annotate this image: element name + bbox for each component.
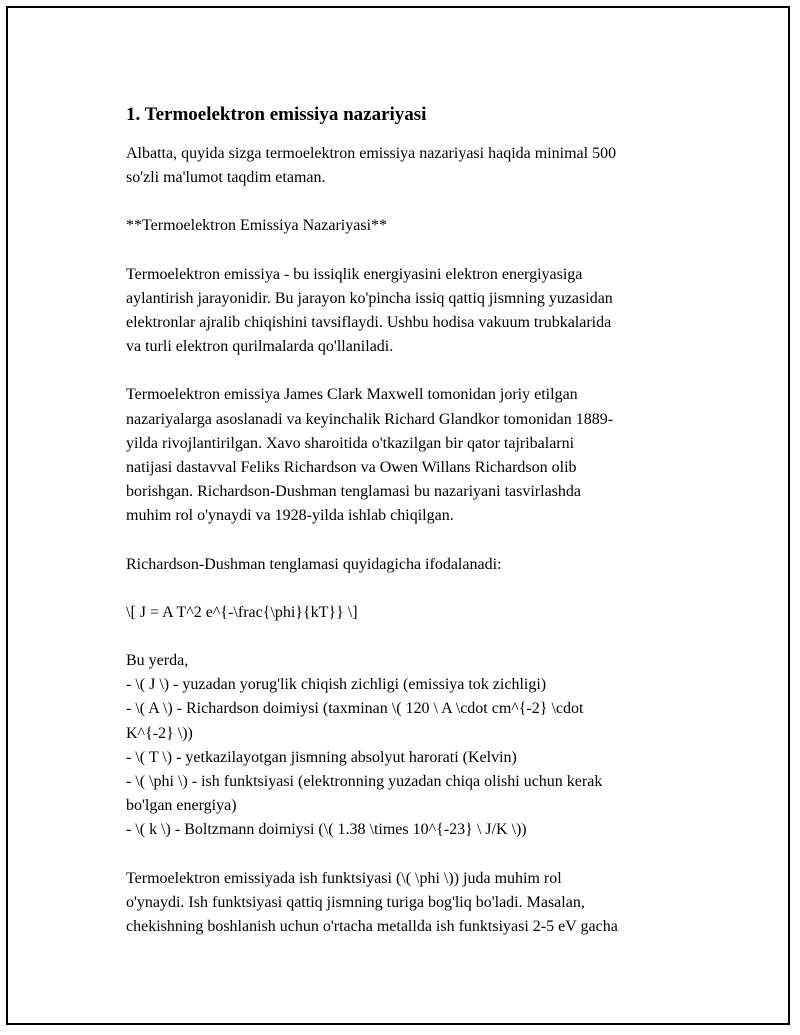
paragraph-history: [126, 383, 698, 528]
text-line: borishgan. Richardson-Dushman tenglamasi bu nazariyani tasvirlashda: [126, 483, 581, 501]
list-item: bo'lgan energiya): [126, 797, 237, 815]
list-item: - \( k \) - Boltzmann doimiysi (\( 1.38 \times 10^{-23} \ J/K \)): [126, 821, 527, 839]
text-line: Termoelektron emissiyada ish funktsiyasi (\( \phi \)) juda muhim rol: [126, 869, 562, 887]
list-item: - \( T \) - yetkazilayotgan jismning absolyut harorati (Kelvin): [126, 748, 517, 766]
paragraph-variables: [126, 649, 698, 843]
paragraph-heading: [126, 214, 698, 238]
text-line: Termoelektron emissiya James Clark Maxwell tomonidan joriy etilgan: [126, 386, 578, 404]
equation-line: \[ J = A T^2 e^{-\frac{\phi}{kT}} \]: [126, 603, 358, 621]
text-line: nazariyalarga asoslanadi va keyinchalik Richard Glandkor tomonidan 1889-: [126, 410, 614, 428]
text-line: chekishning boshlanish uchun o'rtacha metallda ish funktsiyasi 2-5 eV gacha: [126, 918, 618, 936]
list-item: - \( \phi \) - ish funktsiyasi (elektronning yuzadan chiqa olishi uchun kerak: [126, 773, 603, 791]
text-line: so'zli ma'lumot taqdim etaman.: [126, 169, 326, 187]
text-line: Albatta, quyida sizga termoelektron emissiya nazariyasi haqida minimal 500: [126, 145, 617, 162]
list-item: K^{-2} \)): [126, 724, 193, 742]
text-line: muhim rol o'ynaydi va 1928-yilda ishlab chiqilgan.: [126, 507, 454, 525]
text-line: aylantirish jarayonidir. Bu jarayon ko'pincha issiq qattiq jismning yuzasidan: [126, 289, 613, 307]
paragraph-work-function: [126, 867, 698, 940]
text-line: yilda rivojlantirilgan. Xavo sharoitida o'tkazilgan bir qator tajribalarni: [126, 434, 575, 452]
text-line: Termoelektron emissiya - bu issiqlik energiyasini elektron energiyasiga: [126, 265, 583, 283]
text-line: o'ynaydi. Ish funktsiyasi qattiq jismning turiga bog'liq bo'ladi. Masalan,: [126, 893, 585, 911]
text-line: va turli elektron qurilmalarda qo'llaniladi.: [126, 338, 394, 356]
text-line: Richardson-Dushman tenglamasi quyidagicha ifodalanadi:: [126, 555, 502, 573]
text-line: Bu yerda,: [126, 652, 189, 670]
paragraph-equation: [126, 601, 698, 625]
text-line: natijasi dastavval Feliks Richardson va Owen Willans Richardson olib: [126, 459, 577, 477]
list-item: - \( A \) - Richardson doimiysi (taxminan \( 120 \ A \cdot cm^{-2} \cdot: [126, 700, 584, 718]
paragraph-definition: [126, 263, 698, 360]
document-body: [126, 103, 698, 963]
text-line: **Termoelektron Emissiya Nazariyasi**: [126, 217, 388, 235]
paragraph-equation-intro: [126, 553, 698, 577]
paragraph-intro: [126, 142, 698, 190]
section-title: 1. Termoelektron emissiya nazariyasi: [126, 104, 427, 125]
list-item: - \( J \) - yuzadan yorug'lik chiqish zichligi (emissiya tok zichligi): [126, 676, 547, 694]
page-frame: [6, 6, 790, 1025]
text-line: elektronlar ajralib chiqishini tavsiflaydi. Ushbu hodisa vakuum trubkalarida: [126, 314, 612, 332]
